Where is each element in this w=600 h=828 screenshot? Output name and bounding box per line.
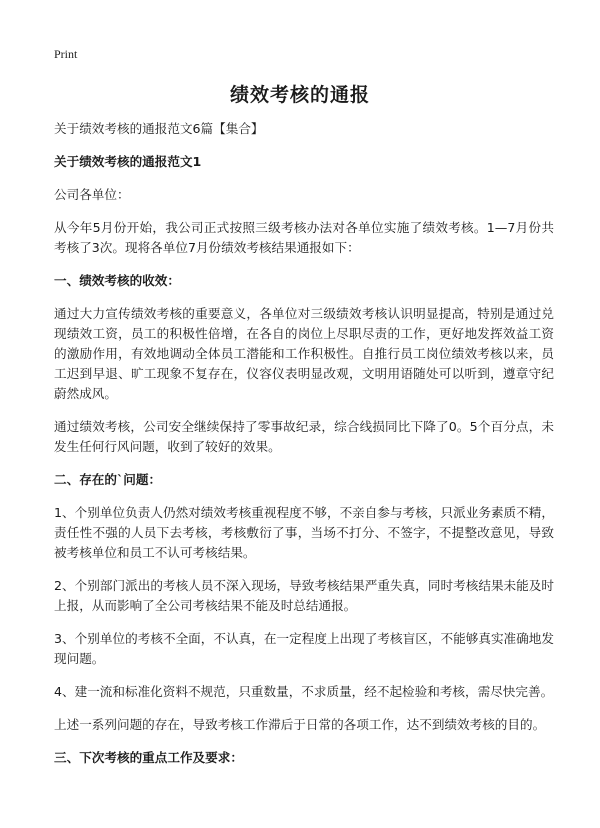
section-title: 关于绩效考核的通报范文1 [54,154,202,169]
summary-paragraph: 上述一系列问题的存在，导致考核工作滞后于日常的各项工作，达不到绩效考核的目的。 [54,717,546,732]
print-link[interactable]: Print [54,47,78,61]
greeting: 公司各单位： [54,187,130,202]
document-subtitle: 关于绩效考核的通报范文6篇【集合】 [54,121,264,136]
results-paragraph-2: 通过绩效考核，公司安全继续保持了零事故纪录，综合线损同比下降了0。5个百分点，未发生任何行风问题，收到了较好的效果。 [54,419,554,454]
issue-item-4: 4、建一流和标准化资料不规范，只重数量，不求质量，经不起检验和考核，需尽快完善。 [54,684,554,699]
heading-issues: 二、存在的`问题： [54,472,162,487]
issue-item-3: 3、个别单位的考核不全面，不认真，在一定程度上出现了考核盲区，不能够真实准确地发现问题。 [54,631,554,666]
issue-item-1: 1、个别单位负责人仍然对绩效考核重视程度不够，不亲自参与考核，只派业务素质不精，责任性不强的人员下去考核，考核敷衍了事，当场不打分、不签字，不提整改意见，导致被考核单位和员工不认可考核结果。 [54,505,554,560]
issue-item-2: 2、个别部门派出的考核人员不深入现场，导致考核结果严重失真，同时考核结果未能及时上报，从而影响了全公司考核结果不能及时总结通报。 [54,578,554,613]
results-paragraph-1: 通过大力宣传绩效考核的重要意义，各单位对三级绩效考核认识明显提高，特别是通过兑现绩效工资，员工的积极性倍增，在各自的岗位上尽职尽责的工作，更好地发挥效益工资的激励作用，有效地调动全体员工潜能和工作积极性。自推行员工岗位绩效考核以来，员工迟到早退、旷工现象不复存在，仪容仪表明显改观，文明用语随处可以听到，遵章守纪蔚然成风。 [54,306,554,401]
heading-next-steps: 三、下次考核的重点工作及要求： [54,750,243,765]
document-title: 绩效考核的通报 [229,84,370,106]
heading-results: 一、绩效考核的收效： [54,273,180,288]
intro-paragraph: 从今年5月份开始，我公司正式按照三级考核办法对各单位实施了绩效考核。1—7月份共考核了3次。现将各单位7月份绩效考核结果通报如下： [54,220,554,255]
document-body [54,119,554,781]
